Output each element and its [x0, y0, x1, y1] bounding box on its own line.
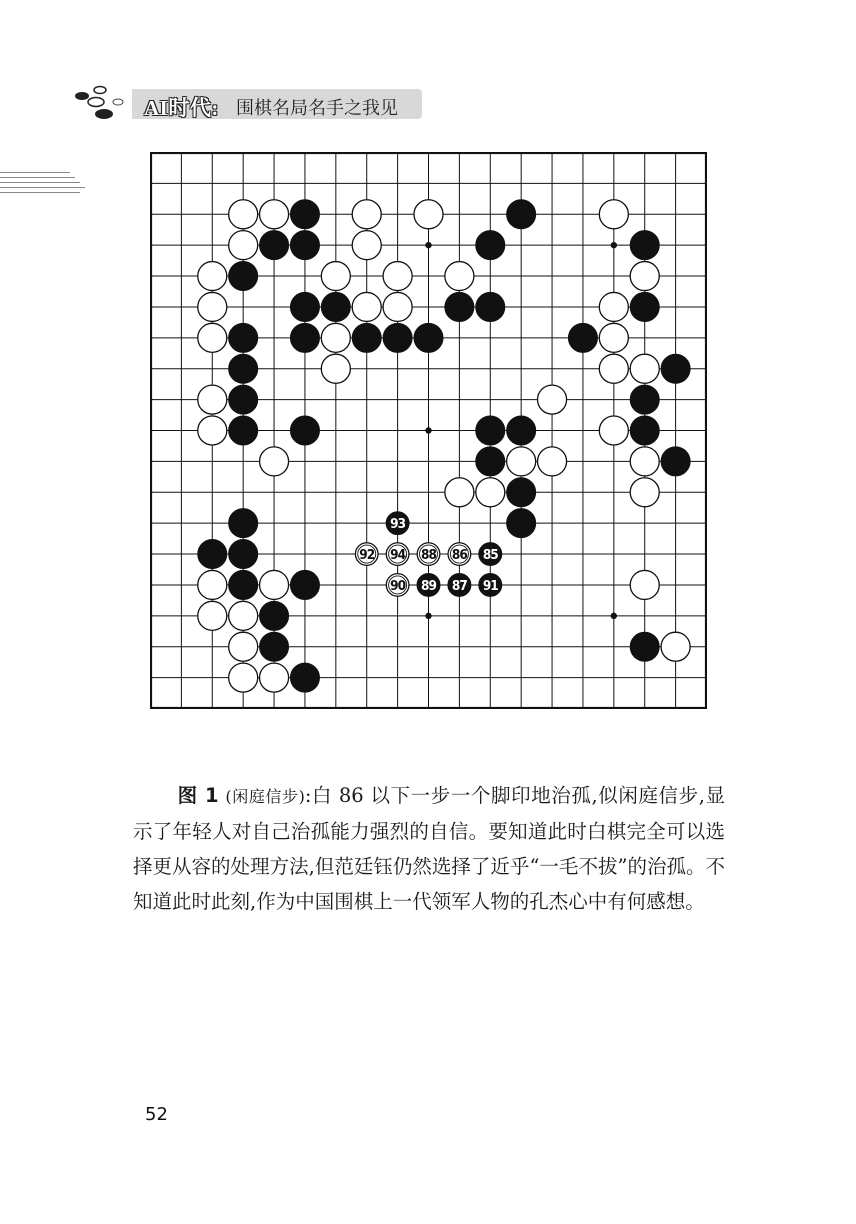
white-stone: [229, 200, 258, 229]
black-stone: [229, 416, 258, 445]
star-point: [425, 613, 431, 619]
move-number-label: 87: [451, 577, 467, 594]
move-number-label: 93: [390, 516, 406, 533]
move-number-label: 89: [421, 577, 436, 594]
black-stone: [229, 540, 258, 569]
black-stone: [198, 540, 227, 569]
white-stone: [599, 292, 628, 321]
black-stone: [290, 570, 319, 599]
star-point: [611, 242, 617, 248]
white-stone: [445, 262, 474, 291]
move-number-label: 94: [390, 547, 406, 564]
white-stone: [198, 385, 227, 414]
black-stone: [383, 323, 412, 352]
black-stone: [290, 323, 319, 352]
black-stone: [229, 354, 258, 383]
page-number: 52: [145, 1104, 168, 1125]
white-stone: [198, 416, 227, 445]
star-point: [425, 427, 431, 433]
move-number-label: 86: [451, 547, 467, 564]
black-stone: [630, 231, 659, 260]
black-stone: [476, 231, 505, 260]
white-stone: [630, 354, 659, 383]
black-stone: [507, 478, 536, 507]
white-stone: [507, 447, 536, 476]
black-stone: [476, 292, 505, 321]
black-stone: [630, 385, 659, 414]
white-stone: [630, 447, 659, 476]
figure-label: 图 1: [177, 784, 219, 807]
white-stone: [260, 663, 289, 692]
move-number-label: 92: [359, 547, 375, 564]
black-stone: [507, 416, 536, 445]
figure-caption: [133, 778, 725, 919]
go-board-diagram: [150, 152, 707, 709]
black-stone: [568, 323, 597, 352]
black-stone: [445, 292, 474, 321]
black-stone: [414, 323, 443, 352]
black-stone: [229, 570, 258, 599]
white-stone: [352, 292, 381, 321]
white-stone: [321, 323, 350, 352]
white-stone: [198, 601, 227, 630]
caption-body: :白 86 以下一步一个脚印地治孤,似闲庭信步,显示了年轻人对自己治孤能力强烈的自信。要知道此时白棋完全可以选择更从容的处理方法,但范廷钰仍然选择了近乎“一毛不拔”的治孤。不知道此时此刻,作为中国围棋上一代领军人物的孔杰心中有何感想。: [133, 784, 725, 913]
white-stone: [630, 478, 659, 507]
white-stone: [599, 416, 628, 445]
white-stone: [260, 447, 289, 476]
white-stone: [599, 200, 628, 229]
black-stone: [260, 231, 289, 260]
white-stone: [229, 601, 258, 630]
move-number-label: 85: [482, 547, 498, 564]
black-stone: [321, 292, 350, 321]
white-stone: [445, 478, 474, 507]
white-stone: [198, 570, 227, 599]
black-stone: [229, 509, 258, 538]
black-stone: [630, 292, 659, 321]
move-number-label: 88: [421, 547, 436, 564]
header-brand: AI时代:: [144, 96, 219, 120]
black-stone: [290, 416, 319, 445]
black-stone: [661, 447, 690, 476]
white-stone: [260, 200, 289, 229]
figure-title: (闲庭信步): [225, 787, 305, 806]
white-stone: [352, 231, 381, 260]
black-stone: [260, 632, 289, 661]
black-stone: [260, 601, 289, 630]
black-stone: [661, 354, 690, 383]
move-number-label: 90: [390, 577, 406, 594]
black-stone: [290, 200, 319, 229]
white-stone: [229, 663, 258, 692]
go-board: [150, 152, 707, 709]
white-stone: [630, 570, 659, 599]
star-point: [611, 613, 617, 619]
white-stone: [414, 200, 443, 229]
black-stone: [507, 509, 536, 538]
white-stone: [260, 570, 289, 599]
white-stone: [661, 632, 690, 661]
white-stone: [229, 632, 258, 661]
white-stone: [198, 262, 227, 291]
black-stone: [290, 231, 319, 260]
black-stone: [229, 323, 258, 352]
white-stone: [321, 262, 350, 291]
white-stone: [538, 447, 567, 476]
white-stone: [599, 354, 628, 383]
white-stone: [383, 292, 412, 321]
black-stone: [630, 632, 659, 661]
white-stone: [630, 262, 659, 291]
header-subtitle: 围棋名局名手之我见: [236, 98, 398, 119]
black-stone: [352, 323, 381, 352]
black-stone: [476, 447, 505, 476]
black-stone: [229, 262, 258, 291]
white-stone: [538, 385, 567, 414]
white-stone: [198, 292, 227, 321]
black-stone: [290, 663, 319, 692]
white-stone: [321, 354, 350, 383]
white-stone: [198, 323, 227, 352]
white-stone: [352, 200, 381, 229]
star-point: [425, 242, 431, 248]
move-number-label: 91: [482, 577, 498, 594]
black-stone: [630, 416, 659, 445]
black-stone: [229, 385, 258, 414]
white-stone: [383, 262, 412, 291]
white-stone: [229, 231, 258, 260]
black-stone: [476, 416, 505, 445]
page-header: [0, 80, 856, 130]
go-stones-logo-icon: [60, 80, 140, 126]
white-stone: [476, 478, 505, 507]
black-stone: [290, 292, 319, 321]
white-stone: [599, 323, 628, 352]
black-stone: [507, 200, 536, 229]
header-title-bar: [132, 89, 422, 119]
